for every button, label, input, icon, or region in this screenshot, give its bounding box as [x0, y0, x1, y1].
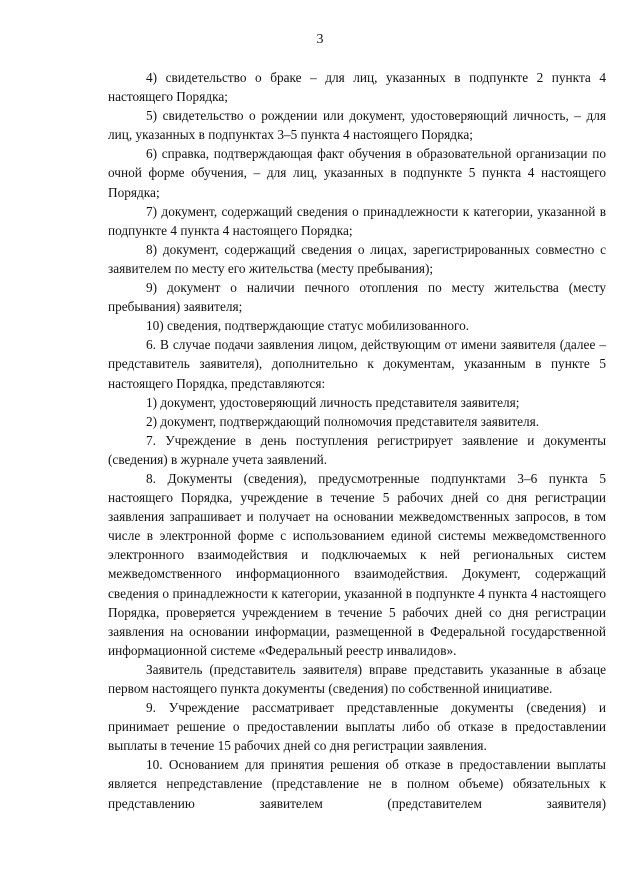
paragraph-clause-10-refusal-grounds: 10. Основанием для принятия решения об отказе в предоставлении выплаты является непредставление (представление не в полном объеме) обязательных к представлению заявителем (представителем заявителя) — [108, 757, 606, 811]
paragraph-item-7-category-document: 7) документ, содержащий сведения о принадлежности к категории, указанной в подпункте 4 пункта 4 настоящего Порядка; — [108, 203, 606, 238]
paragraph-item-4-marriage-certificate: 4) свидетельство о браке – для лиц, указанных в подпункте 2 пункта 4 настоящего Порядка; — [108, 70, 606, 105]
paragraph-clause-6-item-2: 2) документ, подтверждающий полномочия представителя заявителя. — [146, 413, 540, 429]
paragraph-clause-8-interagency-requests: 8. Документы (сведения), предусмотренные подпунктами 3–6 пункта 5 настоящего Порядка, учреждение в течение 5 рабочих дней со дня регистрации заявления запрашивает и получает на основании межведомственных запросов, в том числе в электронной форме с использованием единой системы межведомственного электронного взаимодействия и подключаемых к ней региональных систем межведомственного информационного взаимодействия. Документ, содержащий сведения о принадлежности к категории, указанной в подпункте 4 пункта 4 настоящего Порядка, проверяется учреждением в течение 5 рабочих дней со дня регистрации заявления на основании информации, размещенной в Федеральной государственной информационной системе «Федеральный реестр инвалидов». — [108, 470, 606, 658]
paragraph-clause-6-representative: 6. В случае подачи заявления лицом, действующим от имени заявителя (далее – представитель заявителя), дополнительно к документам, указанным в пункте 5 настоящего Порядка, представляются: — [108, 337, 606, 391]
paragraph-item-5-birth-certificate: 5) свидетельство о рождении или документ, удостоверяющий личность, – для лиц, указанных в подпунктах 3–5 пункта 4 настоящего Порядка; — [108, 108, 606, 143]
document-body — [108, 68, 606, 813]
paragraph-clause-9-decision: 9. Учреждение рассматривает представленные документы (сведения) и принимает решение о предоставлении выплаты либо об отказе в предоставлении выплаты в течение 15 рабочих дней со дня регистрации заявления. — [108, 700, 606, 754]
paragraph-item-6-study-certificate: 6) справка, подтверждающая факт обучения в образовательной организации по очной форме обучения, – для лиц, указанных в подпункте 5 пункта 4 настоящего Порядка; — [108, 146, 606, 200]
paragraph-clause-7-registration: 7. Учреждение в день поступления регистрирует заявление и документы (сведения) в журнале учета заявлений. — [108, 432, 606, 467]
paragraph-item-8-registered-persons: 8) документ, содержащий сведения о лицах, зарегистрированных совместно с заявителем по месту его жительства (месту пребывания); — [108, 241, 606, 276]
paragraph-item-10-mobilized-status: 10) сведения, подтверждающие статус мобилизованного. — [146, 318, 470, 334]
paragraph-item-9-stove-heating: 9) документ о наличии печного отопления по месту жительства (месту пребывания) заявителя; — [108, 280, 606, 315]
paragraph-clause-8-own-initiative: Заявитель (представитель заявителя) вправе представить указанные в абзаце первом настоящего пункта документы (сведения) по собственной инициативе. — [108, 661, 606, 696]
page-number: 3 — [316, 32, 324, 47]
paragraph-clause-6-item-1: 1) документ, удостоверяющий личность представителя заявителя; — [146, 394, 520, 410]
